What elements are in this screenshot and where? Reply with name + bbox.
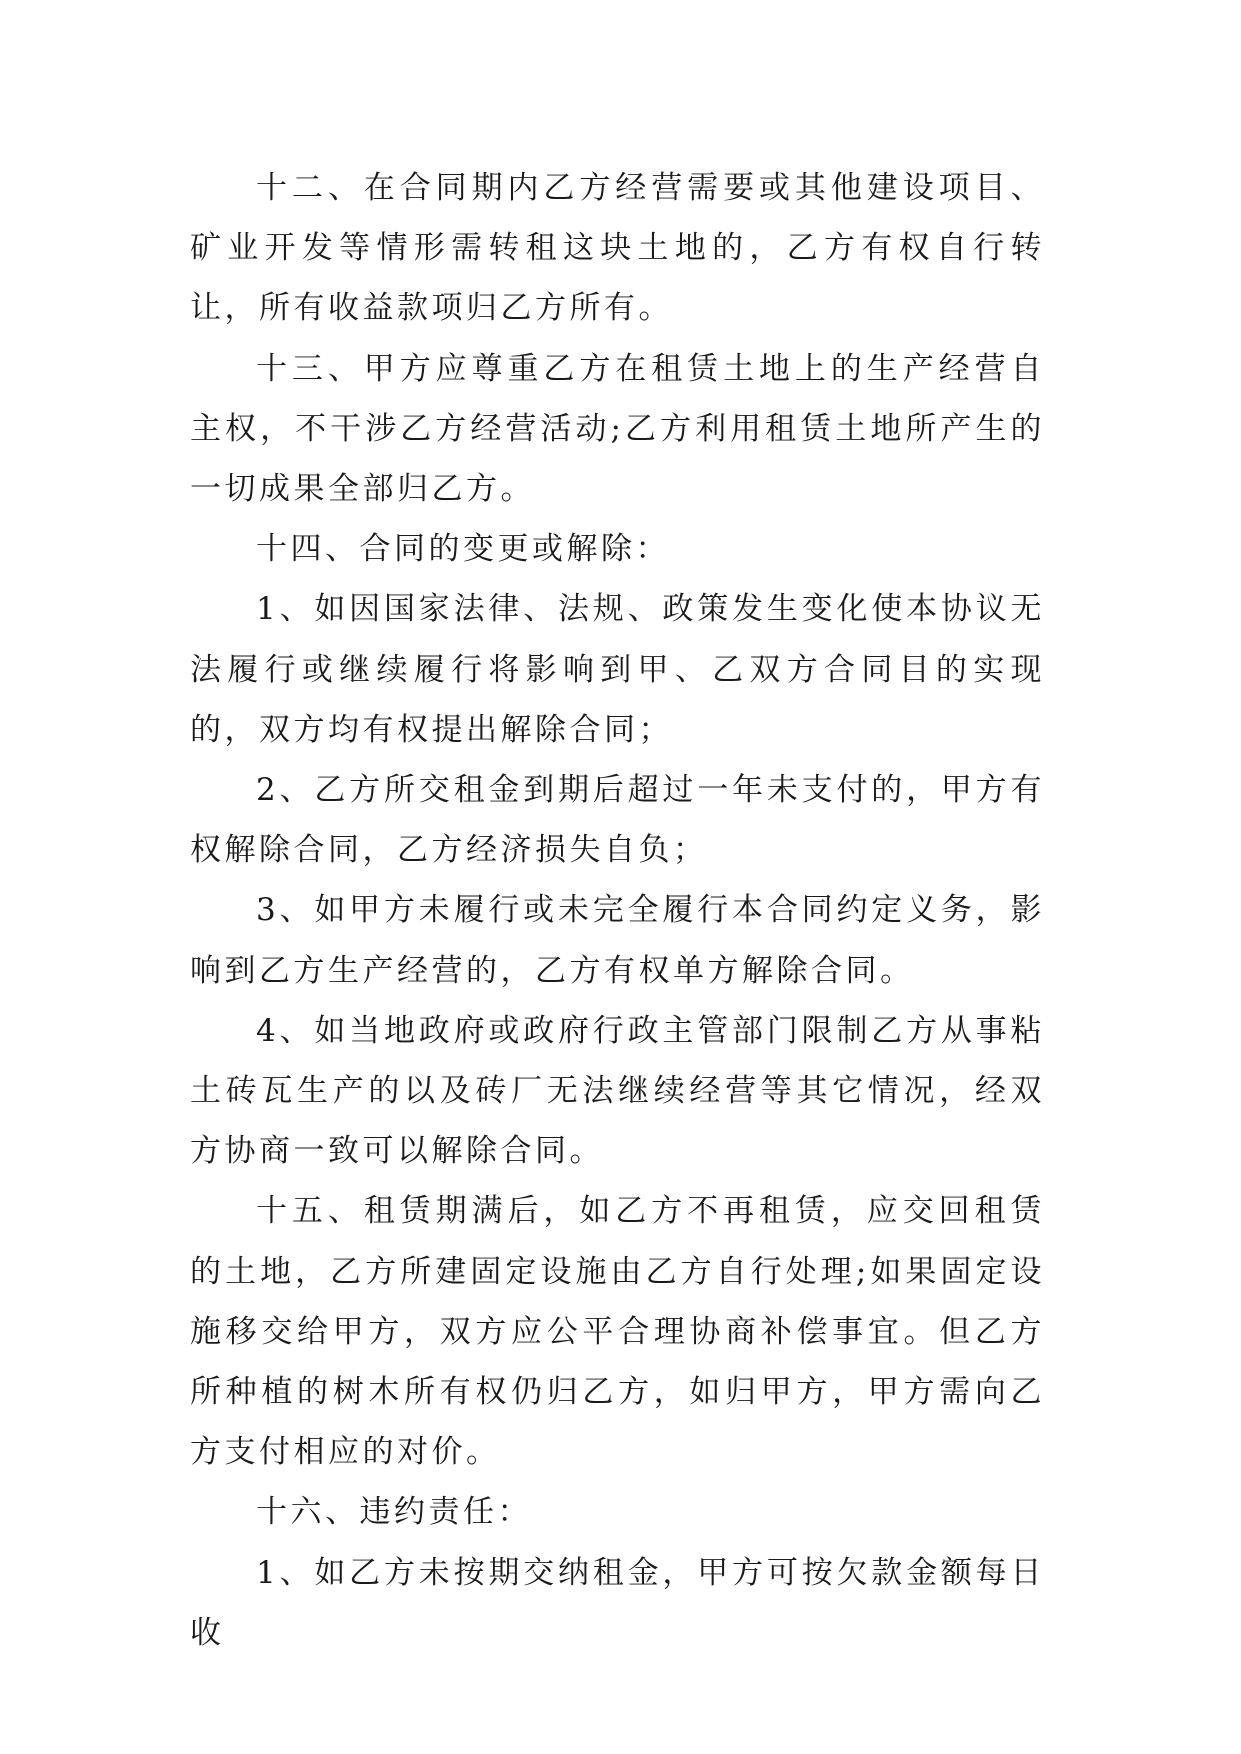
clause-14-item-1: 1、如因国家法律、法规、政策发生变化使本协议无法履行或继续履行将影响到甲、乙双方合同目的实现的，双方均有权提出解除合同； <box>190 591 1045 748</box>
clause-12: 十二、在合同期内乙方经营需要或其他建设项目、矿业开发等情形需转租这块土地的，乙方有权自行转让，所有收益款项归乙方所有。 <box>190 170 1045 327</box>
clause-16-heading: 十六、违约责任： <box>256 1494 532 1531</box>
clause-16-item-1: 1、如乙方未按期交纳租金，甲方可按欠款金额每日收 <box>190 1554 1045 1651</box>
clause-15: 十五、租赁期满后，如乙方不再租赁，应交回租赁的土地，乙方所建固定设施由乙方自行处理;如果固定设施移交给甲方，双方应公平合理协商补偿事宜。但乙方所种植的树木所有权仍归乙方，如归甲方，甲方需向乙方支付相应的对价。 <box>190 1193 1045 1471</box>
clause-14-item-2: 2、乙方所交租金到期后超过一年未支付的，甲方有权解除合同，乙方经济损失自负； <box>190 772 1045 869</box>
document-body <box>190 158 1045 1663</box>
clause-14-item-4: 4、如当地政府或政府行政主管部门限制乙方从事粘土砖瓦生产的以及砖厂无法继续经营等其它情况，经双方协商一致可以解除合同。 <box>190 1012 1045 1170</box>
clause-14-heading: 十四、合同的变更或解除： <box>256 531 670 568</box>
clause-14-item-3: 3、如甲方未履行或未完全履行本合同约定义务，影响到乙方生产经营的，乙方有权单方解除合同。 <box>190 892 1045 989</box>
clause-13: 十三、甲方应尊重乙方在租赁土地上的生产经营自主权，不干涉乙方经营活动;乙方利用租赁土地所产生的一切成果全部归乙方。 <box>190 350 1045 508</box>
